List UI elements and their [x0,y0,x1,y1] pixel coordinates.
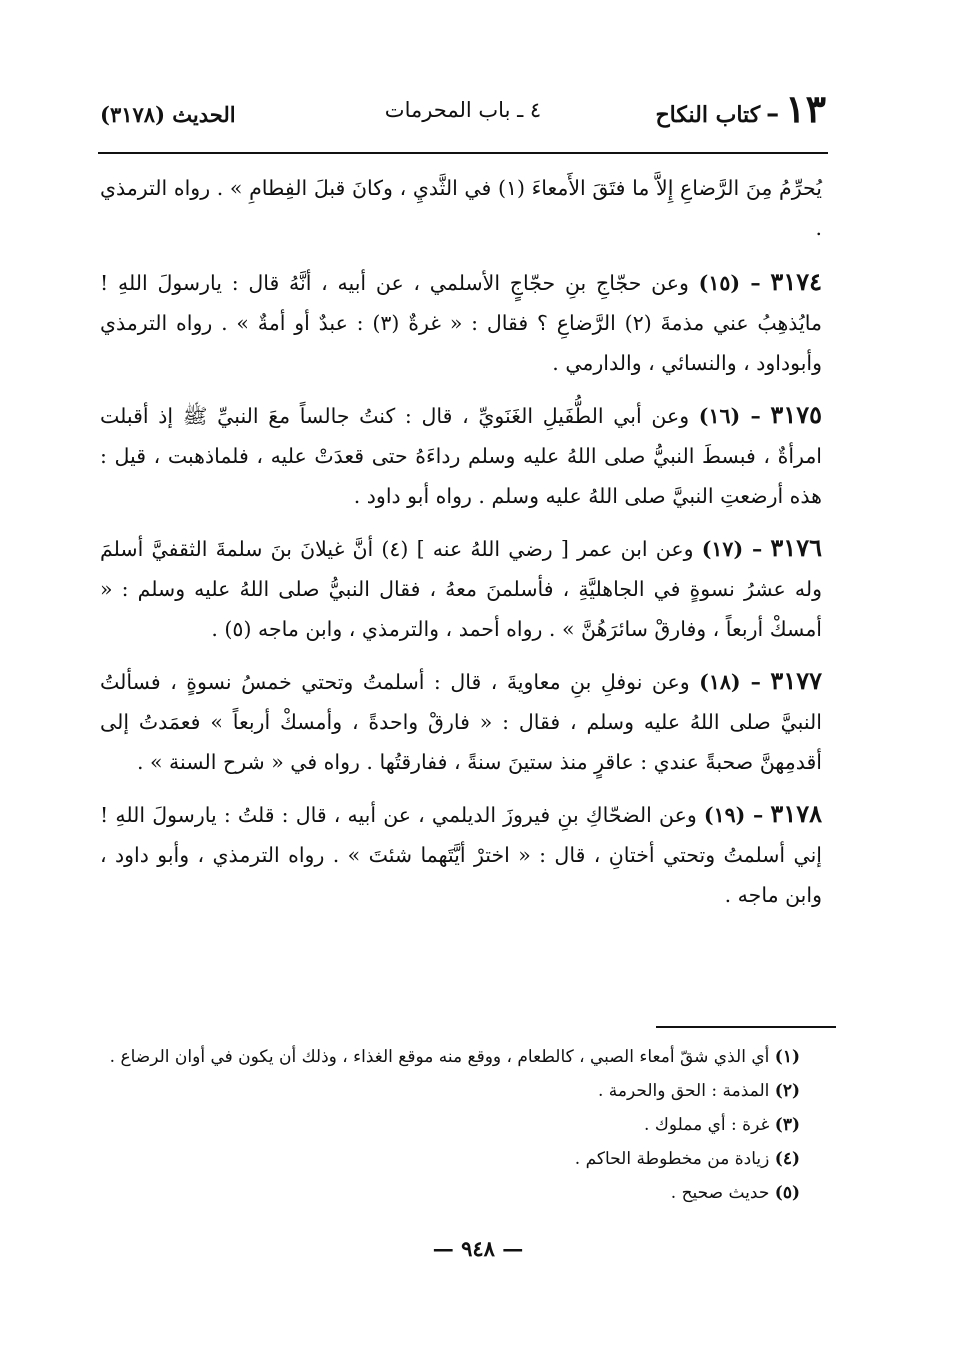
hadith-paragraph-3178 [100,794,822,915]
hadith-paragraph-3174 [100,262,822,383]
hadith-text: وعن حجّاجِ بنِ حجّاجٍ الأسلمي ، عن أبيه ، أنَّهُ قال : يارسولَ اللهِ ! مايُذهِبُ عني مذمةَ (٢) الرَّضاعِ ؟ فقال : « غرةٌ (٣) : عبدٌ أو أمةٌ » . رواه الترمذي وأبوداود ، والنسائي ، والدارمي . [100,271,822,375]
footnote-number: (٢) [774,1081,800,1101]
page-number: — ٩٤٨ — [432,1236,524,1261]
footnote-text: المذمة : الحق والحرمة . [597,1081,770,1101]
hadith-number: ٣١٧٥ [770,400,822,429]
hadith-sequence: – (١٩) [703,803,764,827]
footnote-5 [120,1176,800,1210]
header-divider [98,152,828,154]
footnote-3 [120,1108,800,1142]
chapter-number: ١٣ [785,86,826,131]
footnotes [109,1040,800,1210]
hadith-number: ٣١٧٨ [770,799,822,828]
footnote-number: (١) [774,1047,800,1067]
chapter-title: كتاب النكاح [655,102,761,128]
chapter-dash: – [766,99,780,129]
footnote-text: حديث صحيح . [670,1183,770,1203]
footnote-number: (٤) [774,1149,800,1169]
paragraph-text: يُحرِّمُ مِنَ الرَّضاعِ إِلاَّ ما فتَقَ الأَمعاءَ (١) في الثَّديِ ، وكانَ قبلَ الفِطامِ » . رواه الترمذي . [100,176,822,240]
hadith-text: وعن الضحّاكِ بنِ فيروزَ الديلمي ، عن أبيه ، قال : قلتُ : يارسولَ اللهِ ! إني أسلمتُ وتحتي أختانِ ، قال : « اخترْ أيَّتَهما شئتَ » . رواه الترمذي ، وأبو داود ، وابن ماجه . [100,803,822,907]
footnote-4 [120,1142,800,1176]
hadith-sequence: – (١٧) [701,537,763,561]
footnote-text: زيادة من مخطوطة الحاكم . [574,1149,770,1169]
footnote-text: غرة : أي مملوك . [644,1115,770,1135]
hadith-sequence: – (١٥) [698,271,761,295]
footnote-divider [656,1026,836,1028]
page-header [100,86,826,148]
footnote-2 [120,1074,800,1108]
hadith-paragraph-3175 [100,395,822,516]
hadith-number: ٣١٧٦ [770,533,822,562]
hadith-number: ٣١٧٤ [770,267,822,296]
footnote-number: (٣) [774,1115,800,1135]
hadith-range: الحديث (٣١٧٨) [100,102,236,127]
hadith-text: وعن أبي الطُّفَيلِ الغَنَويِّ ، قال : كنتُ جالساً معَ النبيِّ ﷺ إذ أقبلت امرأةٌ ، فبسطَ النبيُّ صلى اللهُ عليه وسلم رداءَهُ حتى قعدَتْ عليه ، فلماذهبت ، قيل : هذه أرضعتِ النبيَّ صلى اللهُ عليه وسلم . رواه أبو داود . [100,404,822,508]
footnote-number: (٥) [774,1183,800,1203]
footnote-1 [109,1040,800,1074]
hadith-text: وعن ابن عمر [ رضي اللهُ عنه ] (٤) أنَّ غيلانَ بنَ سلمةَ الثقفيَّ أسلمَ وله عشرُ نسوةٍ في الجاهليَّةِ ، فأسلمنَ معهُ ، فقال النبيُّ صلى اللهُ عليه وسلم : « أمسكْ أربعاً ، وفارقْ سائرَهُنَّ » . رواه أحمد ، والترمذي ، وابن ماجه (٥) . [100,537,822,641]
hadith-text: وعن نوفلِ بنِ معاويةَ ، قال : أسلمتُ وتحتي خمسُ نسوةٍ ، فسألتُ النبيَّ صلى اللهُ عليه وسلم ، فقال : « فارقْ واحدةً ، وأمسكْ أربعاً » فعمَدتُ إلى أقدمِهنَّ صحبةً عندي : عاقرٍ منذ ستينَ سنةً ، ففارقتُها . رواه في « شرح السنة » . [100,670,822,774]
paragraph-continuation [100,168,822,248]
hadith-sequence: – (١٦) [698,404,761,428]
hadith-sequence: – (١٨) [699,670,761,694]
hadith-number: ٣١٧٧ [770,666,822,695]
hadith-paragraph-3177 [100,661,822,782]
section-title: ٤ ـ باب المحرمات [384,98,542,122]
hadith-paragraph-3176 [100,528,822,649]
footnote-text: أي الذي شقّ أمعاء الصبي ، كالطعام ، ووقع منه موقع الغذاء ، وذلك أن يكون في أوان الرضاع . [109,1047,770,1067]
main-text [100,168,822,927]
